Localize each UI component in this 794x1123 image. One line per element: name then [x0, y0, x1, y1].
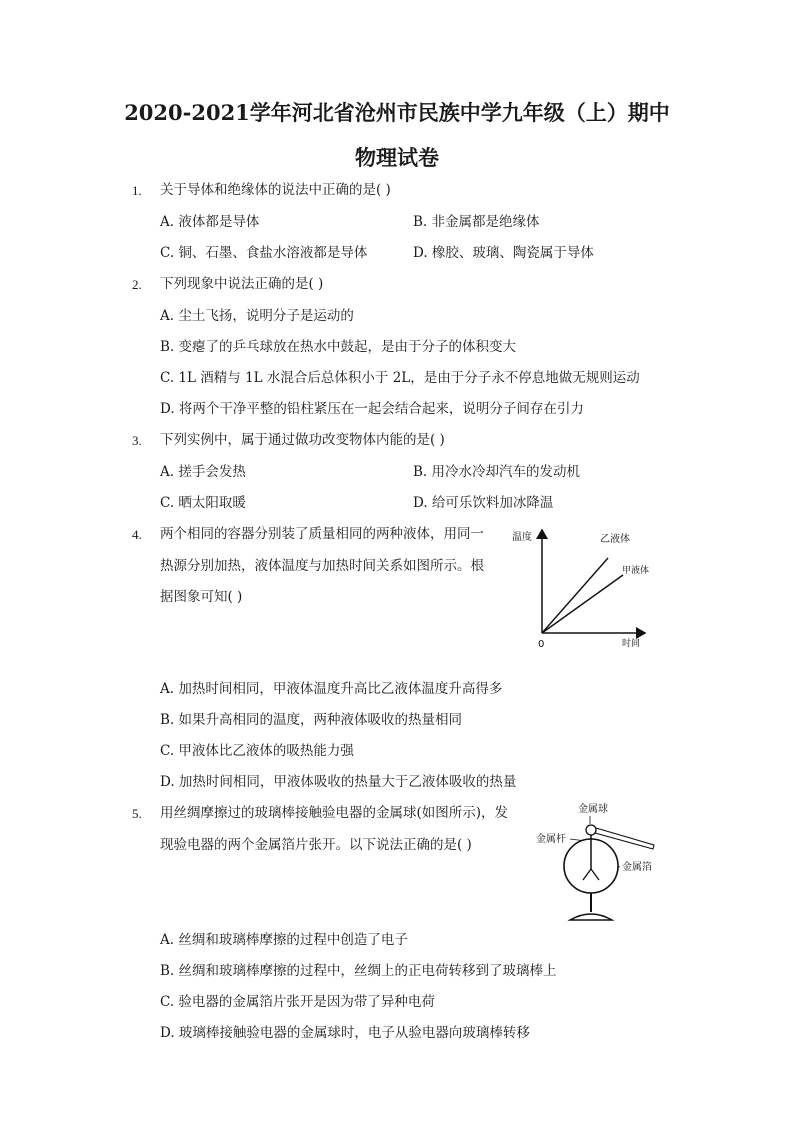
option-b: B. 丝绸和玻璃棒摩擦的过程中，丝绸上的正电荷转移到了玻璃棒上 [160, 963, 557, 979]
option-c: C. 1L 酒精与 1L 水混合后总体积小于 2L，是由于分子永不停息地做无规则运动 [160, 370, 640, 386]
exam-title-line2: 物理试卷 [355, 145, 439, 170]
line-label-yi: 乙液体 [600, 534, 630, 545]
origin-label: 0 [538, 639, 545, 650]
option-b: B. 非金属都是绝缘体 [413, 214, 540, 230]
metal-ball [586, 825, 596, 835]
exam-title-line1: 2020-2021学年河北省沧州市民族中学九年级（上）期中 [124, 100, 670, 125]
option-b: B. 用冷水冷却汽车的发动机 [413, 464, 581, 480]
option-c: C. 验电器的金属箔片张开是因为带了异种电荷 [160, 994, 435, 1010]
option-b: B. 如果升高相同的温度，两种液体吸收的热量相同 [160, 712, 463, 728]
question-stem: 关于导体和绝缘体的说法中正确的是( ) [160, 182, 391, 198]
question-stem-line: 用丝绸摩擦过的玻璃棒接触验电器的金属球(如图所示)，发 [160, 805, 509, 821]
line-yi-liquid [542, 558, 608, 633]
question-number: 3. [132, 433, 142, 448]
y-axis-label: 温度 [512, 532, 532, 543]
question-stem-line: 据图象可知( ) [160, 589, 243, 605]
option-a: A. 搓手会发热 [160, 464, 246, 480]
temperature-time-graph [505, 525, 665, 650]
label-metal-foil: 金属箔 [622, 862, 652, 873]
question-stem: 下列实例中，属于通过做功改变物体内能的是( ) [160, 432, 445, 448]
option-d: D. 将两个干净平整的铅柱紧压在一起会结合起来，说明分子间存在引力 [160, 401, 584, 417]
question-stem-line: 热源分别加热，液体温度与加热时间关系如图所示。根 [160, 558, 484, 574]
option-b: B. 变瘪了的乒乓球放在热水中鼓起，是由于分子的体积变大 [160, 339, 517, 355]
option-a: A. 加热时间相同，甲液体温度升高比乙液体温度升高得多 [160, 681, 503, 697]
option-d: D. 玻璃棒接触验电器的金属球时，电子从验电器向玻璃棒转移 [160, 1025, 530, 1041]
line-label-jia: 甲液体 [622, 566, 650, 576]
option-d: D. 给可乐饮料加冰降温 [413, 495, 554, 511]
question-number: 5. [132, 806, 142, 821]
line-jia-liquid [542, 575, 623, 633]
option-c: C. 铜、石墨、食盐水溶液都是导体 [160, 245, 368, 261]
option-c: C. 晒太阳取暖 [160, 495, 246, 511]
question-number: 2. [132, 277, 142, 292]
option-a: A. 尘土飞扬，说明分子是运动的 [160, 308, 354, 324]
option-a: A. 液体都是导体 [160, 214, 260, 230]
question-number: 4. [132, 527, 142, 542]
x-axis-label: 时间 [622, 639, 641, 649]
question-number: 1. [132, 183, 142, 198]
option-d: D. 橡胶、玻璃、陶瓷属于导体 [413, 245, 594, 261]
option-a: A. 丝绸和玻璃棒摩擦的过程中创造了电子 [160, 932, 408, 948]
label-metal-ball: 金属球 [578, 804, 608, 815]
option-d: D. 加热时间相同，甲液体吸收的热量大于乙液体吸收的热量 [160, 774, 517, 790]
question-stem-line: 两个相同的容器分别装了质量相同的两种液体，用同一 [160, 526, 484, 542]
label-metal-rod: 金属杆 [536, 834, 566, 845]
question-stem-line: 现验电器的两个金属箔片张开。以下说法正确的是( ) [160, 837, 472, 853]
electroscope-diagram [530, 798, 665, 928]
option-c: C. 甲液体比乙液体的吸热能力强 [160, 743, 354, 759]
question-stem: 下列现象中说法正确的是( ) [160, 276, 324, 292]
stand-base [570, 914, 612, 920]
